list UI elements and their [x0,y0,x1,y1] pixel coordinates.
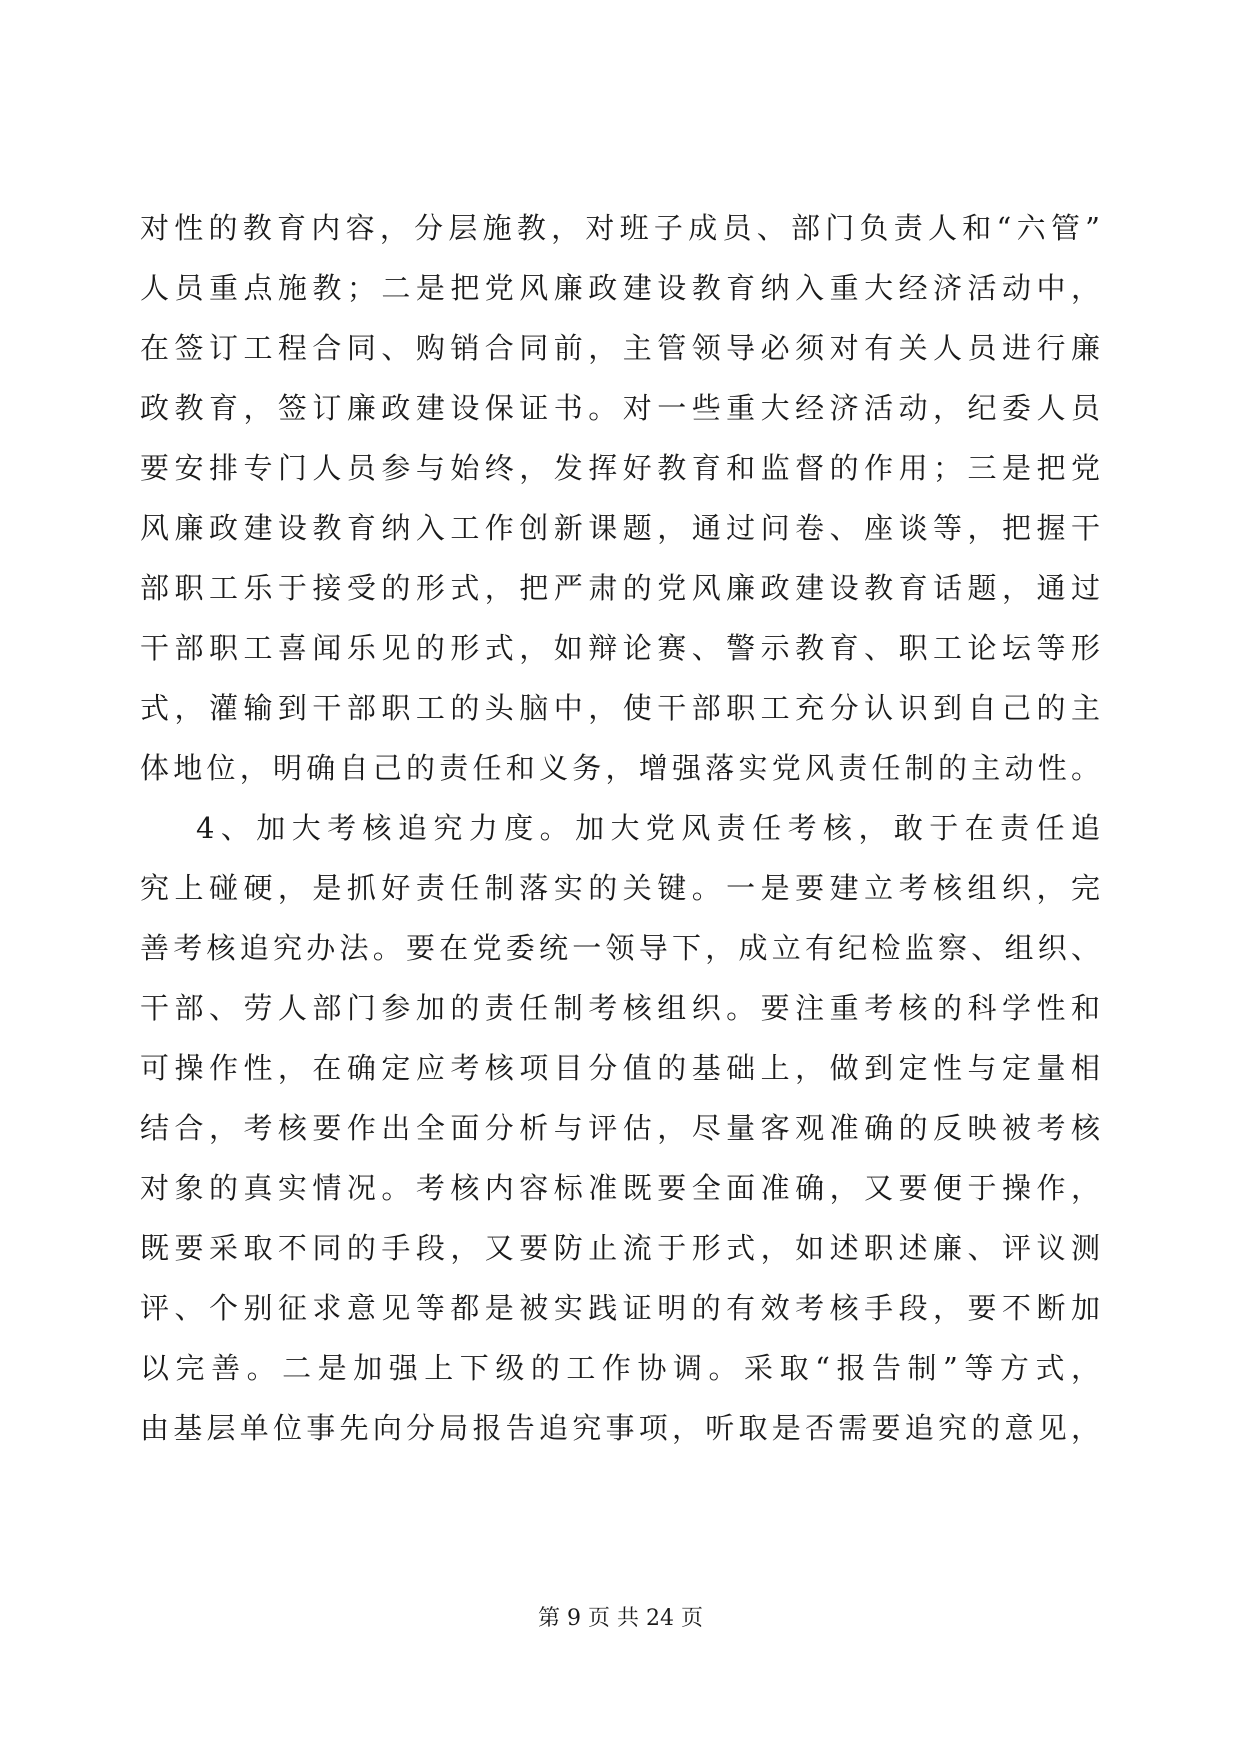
text-line: 既要采取不同的手段，又要防止流于形式，如述职述廉、评议测 [140,1231,1100,1265]
text-line: 式，灌输到干部职工的头脑中，使干部职工充分认识到自己的主 [140,691,1100,725]
text-line: 以完善。二是加强上下级的工作协调。采取“报告制”等方式， [140,1351,1100,1385]
text-line: 对性的教育内容，分层施教，对班子成员、部门负责人和“六管” [140,211,1100,245]
text-line: 评、个别征求意见等都是被实践证明的有效考核手段，要不断加 [140,1291,1100,1325]
text-line: 在签订工程合同、购销合同前，主管领导必须对有关人员进行廉 [140,331,1100,365]
text-line: 风廉政建设教育纳入工作创新课题，通过问卷、座谈等，把握干 [140,511,1100,545]
text-line: 要安排专门人员参与始终，发挥好教育和监督的作用；三是把党 [140,451,1100,485]
text-line: 善考核追究办法。要在党委统一领导下，成立有纪检监察、组织、 [140,931,1100,965]
text-line: 究上碰硬，是抓好责任制落实的关键。一是要建立考核组织，完 [140,871,1100,905]
paragraph-heading-line: 4、加大考核追究力度。加大党风责任考核，敢于在责任追 [196,811,1100,845]
text-line: 对象的真实情况。考核内容标准既要全面准确，又要便于操作， [140,1171,1100,1205]
text-line: 由基层单位事先向分局报告追究事项，听取是否需要追究的意见， [140,1411,1100,1445]
text-line: 结合，考核要作出全面分析与评估，尽量客观准确的反映被考核 [140,1111,1100,1145]
text-line: 可操作性，在确定应考核项目分值的基础上，做到定性与定量相 [140,1051,1100,1085]
text-line: 部职工乐于接受的形式，把严肃的党风廉政建设教育话题，通过 [140,571,1100,605]
text-line: 干部职工喜闻乐见的形式，如辩论赛、警示教育、职工论坛等形 [140,631,1100,665]
text-line: 体地位，明确自己的责任和义务，增强落实党风责任制的主动性。 [140,751,1100,785]
text-line: 人员重点施教；二是把党风廉政建设教育纳入重大经济活动中， [140,271,1100,305]
text-line: 政教育，签订廉政建设保证书。对一些重大经济活动，纪委人员 [140,391,1100,425]
page-number-footer: 第 9 页 共 24 页 [538,1606,703,1631]
text-line: 干部、劳人部门参加的责任制考核组织。要注重考核的科学性和 [140,991,1100,1025]
